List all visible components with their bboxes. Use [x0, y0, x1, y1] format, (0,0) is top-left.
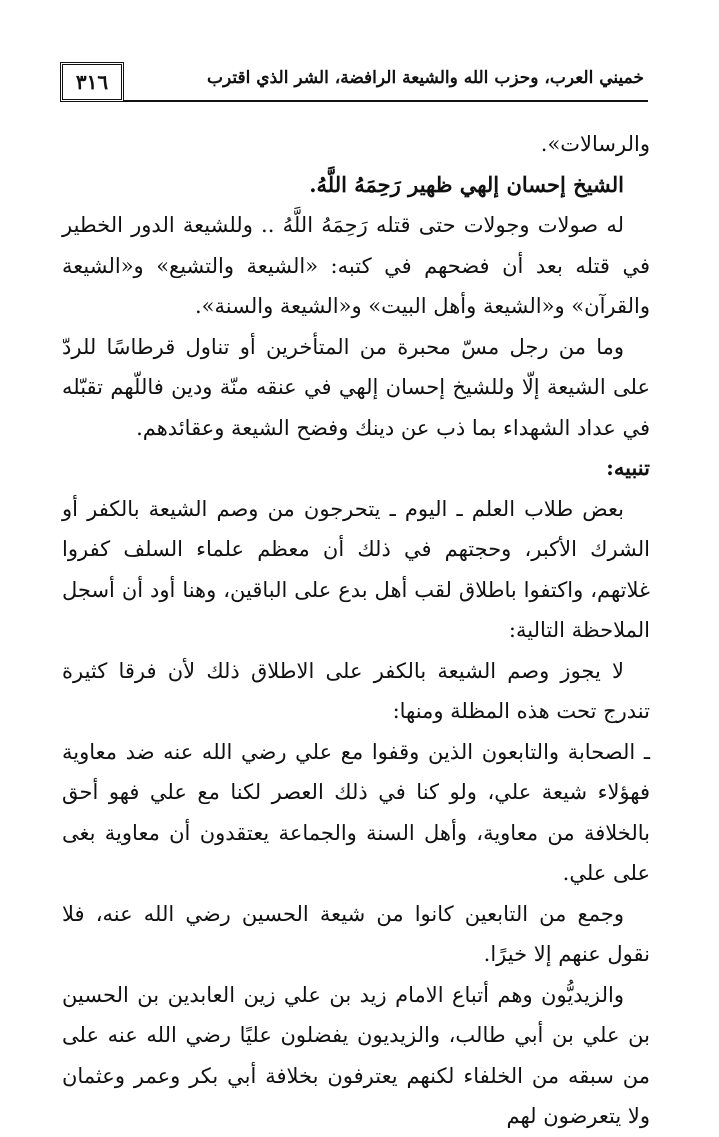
paragraph-9: وجمع من التابعين كانوا من شيعة الحسين رضي الله عنه، فلا نقول عنهم إلا خيرًا.	[62, 901, 650, 966]
paragraph-10: والزيديُّون وهم أتباع الامام زيد بن علي زين العابدين بن الحسين بن علي بن أبي طالب، والزيديون يفضلون عليًا رضي الله عنه على من سبقه من الخلفاء لكنهم يعترفون بخلافة أبي بكر وعمر وعثمان ولا يتعرضون لهم	[62, 982, 650, 1128]
paragraph-4: وما من رجل مسّ محبرة من المتأخرين أو تناول قرطاسًا للردّ على الشيعة إلّا وللشيخ إحسان إلهي في عنقه منّة ودين فاللّهم تقبّله في عداد الشهداء بما ذب عن دينك وفضح الشيعة وعقائدهم.	[62, 334, 650, 440]
paragraph-3: له صولات وجولات حتى قتله رَحِمَهُ اللَّهُ .. وللشيعة الدور الخطير في قتله بعد أن فضحهم في كتبه: «الشيعة والتشيع» و«الشيعة والقرآن» و«الشيعة وأهل البيت» و«الشيعة والسنة».	[62, 213, 650, 318]
header-rule	[124, 100, 648, 102]
page-number: ٣١٦	[60, 62, 124, 102]
note-heading: تنبيه:	[606, 455, 650, 480]
paragraph-7: لا يجوز وصم الشيعة بالكفر على الاطلاق ذلك لأن فرقا كثيرة تندرج تحت هذه المظلة ومنها:	[62, 658, 650, 723]
paragraph-6: بعض طلاب العلم ـ اليوم ـ يتحرجون من وصم الشيعة بالكفر أو الشرك الأكبر، وحجتهم في ذلك أن معظم علماء السلف كفروا غلاتهم، واكتفوا باطلاق لقب أهل بدع على الباقين، وهنا أود أن أسجل الملاحظة التالية:	[62, 496, 650, 642]
section-heading-ihsan: الشيخ إحسان إلهي ظهير رَحِمَهُ اللَّهُ.	[309, 171, 624, 197]
page-header	[60, 62, 648, 108]
running-title: خميني العرب، وحزب الله والشيعة الرافضة، الشر الذي اقترب	[207, 68, 644, 88]
paragraph-8: ـ الصحابة والتابعون الذين وقفوا مع علي رضي الله عنه ضد معاوية فهؤلاء شيعة علي، ولو كنا في ذلك العصر لكنا مع علي فهو أحق بالخلافة من معاوية، وأهل السنة والجماعة يعتقدون أن معاوية بغى على علي.	[62, 739, 650, 885]
body-text	[62, 124, 650, 1137]
paragraph-1: والرسالات».	[540, 132, 650, 156]
